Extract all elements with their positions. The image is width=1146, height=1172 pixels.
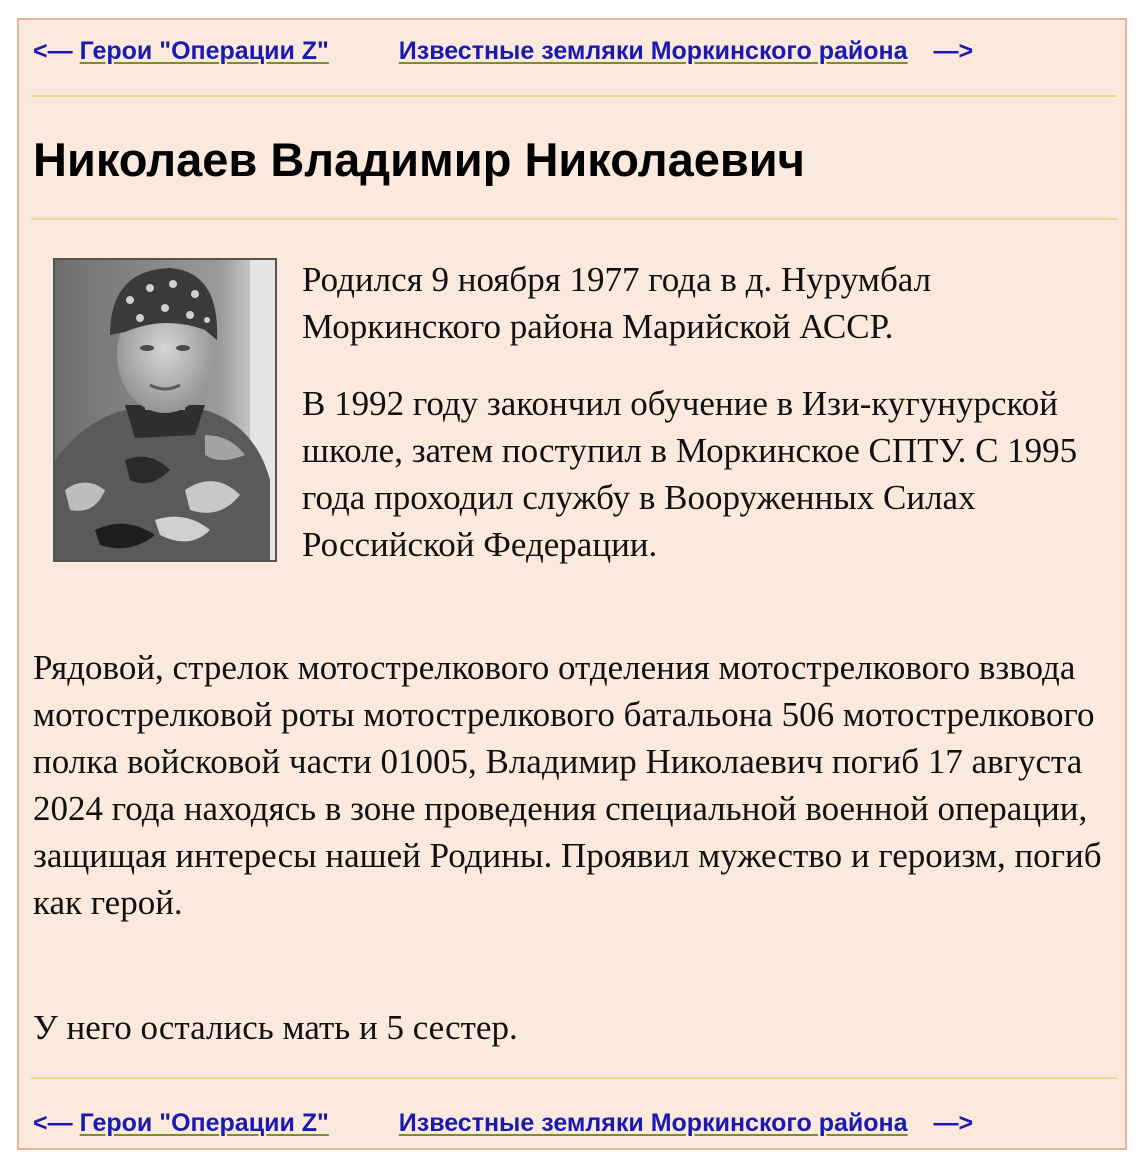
portrait-photo xyxy=(53,258,277,562)
nav-bar-top xyxy=(33,36,973,66)
prev-arrow: <— xyxy=(33,37,73,65)
divider-top xyxy=(31,95,1117,97)
prev-arrow: <— xyxy=(33,1109,73,1137)
divider-title xyxy=(31,218,1117,220)
paragraph-birth: Родился 9 ноября 1977 года в д. Нурумбал Моркинского района Марийской АССР. xyxy=(302,260,932,346)
next-link[interactable]: Известные земляки Моркинского района xyxy=(398,37,908,65)
content-panel xyxy=(17,18,1127,1150)
page-title: Николаев Владимир Николаевич xyxy=(33,133,805,186)
divider-bottom xyxy=(31,1077,1117,1079)
paragraph-family: У него остались мать и 5 сестер. xyxy=(33,1008,518,1047)
nav-bar-bottom xyxy=(33,1108,973,1138)
prev-link[interactable]: Герои "Операции Z" xyxy=(79,1109,329,1137)
paragraph-education: В 1992 году закончил обучение в Изи-кугунурской школе, затем поступил в Моркинское СПТУ. С 1995 года проходил службу в Вооруженных Силах Российской Федерации. xyxy=(302,384,1078,564)
next-arrow: —> xyxy=(933,37,974,65)
prev-link[interactable]: Герои "Операции Z" xyxy=(79,37,329,65)
next-link[interactable]: Известные земляки Моркинского района xyxy=(398,1109,908,1137)
paragraph-service: Рядовой, стрелок мотострелкового отделения мотострелкового взвода мотострелковой роты мотострелкового батальона 506 мотострелкового полка войсковой части 01005, Владимир Николаевич погиб 17 августа 2024 года находясь в зоне проведения специальной военной операции, защищая интересы нашей Родины. Проявил мужество и героизм, погиб как герой. xyxy=(33,648,1102,922)
next-arrow: —> xyxy=(933,1109,974,1137)
